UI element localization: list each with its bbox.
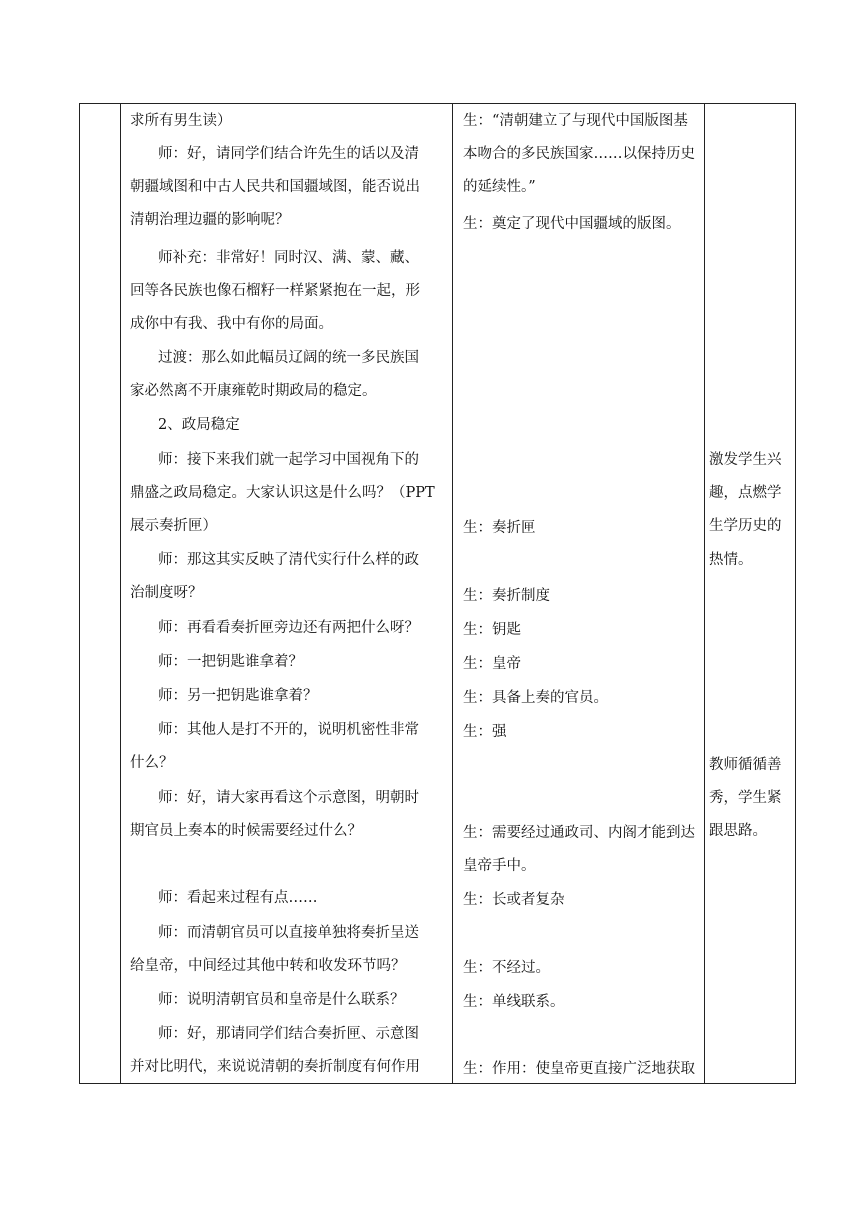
teacher-line: 师：一把钥匙谁拿着？ xyxy=(158,654,303,670)
student-line: 皇帝手中。 xyxy=(463,858,536,874)
teacher-line: 清朝治理边疆的影响呢？ xyxy=(130,212,290,228)
teacher-line: 师：好，那请同学们结合奏折匣、示意图 xyxy=(158,1026,419,1042)
remark-line: 教师循循善 xyxy=(709,757,782,773)
empty-left-cell xyxy=(80,104,120,1083)
teacher-line: 师：而清朝官员可以直接单独将奏折呈送 xyxy=(158,925,419,941)
student-line: 生：强 xyxy=(463,724,507,740)
teacher-line: 什么？ xyxy=(130,755,174,771)
remark-line: 跟思路。 xyxy=(709,823,767,839)
student-line: 生：需要经过通政司、内阁才能到达 xyxy=(463,825,695,841)
student-line: 生：作用：使皇帝更直接广泛地获取 xyxy=(463,1061,695,1077)
student-activity-cell xyxy=(453,104,704,1083)
student-line: 生：奏折制度 xyxy=(463,588,550,604)
student-line: 本吻合的多民族国家……以保持历史 xyxy=(463,146,695,162)
student-line: 生：奏折匣 xyxy=(463,520,536,536)
teacher-line: 求所有男生读） xyxy=(130,113,232,129)
teacher-line: 过渡：那么如此幅员辽阔的统一多民族国 xyxy=(158,350,419,366)
design-intent-cell xyxy=(705,104,795,1083)
teacher-line: 给皇帝，中间经过其他中转和收发环节吗？ xyxy=(130,958,406,974)
teacher-line: 师：接下来我们就一起学习中国视角下的 xyxy=(158,452,419,468)
student-line: 生：“清朝建立了与现代中国版图基 xyxy=(463,113,688,129)
teacher-line: 师：其他人是打不开的，说明机密性非常 xyxy=(158,722,419,738)
remark-line: 秀，学生紧 xyxy=(709,790,782,806)
teacher-line: 师：好，请大家再看这个示意图，明朝时 xyxy=(158,790,419,806)
student-line: 生：具备上奏的官员。 xyxy=(463,690,608,706)
teacher-line: 师：好，请同学们结合许先生的话以及清 xyxy=(158,146,419,162)
section-heading: 2、政局稳定 xyxy=(158,417,240,433)
student-line: 生：皇帝 xyxy=(463,656,521,672)
teacher-line: 并对比明代，来说说清朝的奏折制度有何作用 xyxy=(130,1059,420,1075)
teacher-line: 成你中有我、我中有你的局面。 xyxy=(130,316,333,332)
student-line: 生：单线联系。 xyxy=(463,994,565,1010)
teacher-line: 治制度呀？ xyxy=(130,585,203,601)
remark-line: 热情。 xyxy=(709,552,753,568)
student-line: 生：奠定了现代中国疆域的版图。 xyxy=(463,216,681,232)
teacher-line: 师：另一把钥匙谁拿着？ xyxy=(158,688,318,704)
remark-line: 趣，点燃学 xyxy=(709,485,782,501)
remark-line: 生学历史的 xyxy=(709,518,782,534)
teacher-line: 家必然离不开康雍乾时期政局的稳定。 xyxy=(130,383,377,399)
teacher-line: 师：说明清朝官员和皇帝是什么联系？ xyxy=(158,992,405,1008)
teacher-activity-cell xyxy=(121,104,452,1083)
teacher-line: 师：那这其实反映了清代实行什么样的政 xyxy=(158,552,419,568)
lesson-plan-table xyxy=(79,103,796,1084)
teacher-line: 师补充：非常好！同时汉、满、蒙、藏、 xyxy=(158,250,419,266)
student-line: 生：不经过。 xyxy=(463,960,550,976)
student-line: 生：长或者复杂 xyxy=(463,892,565,908)
teacher-line: 期官员上奏本的时候需要经过什么？ xyxy=(130,823,362,839)
teacher-line: 鼎盛之政局稳定。大家认识这是什么吗？（PPT xyxy=(130,485,435,501)
teacher-line: 朝疆域图和中古人民共和国疆域图，能否说出 xyxy=(130,179,420,195)
teacher-line: 师：看起来过程有点…… xyxy=(158,890,318,906)
teacher-line: 回等各民族也像石榴籽一样紧紧抱在一起，形 xyxy=(130,283,420,299)
student-line: 的延续性。” xyxy=(463,179,536,195)
teacher-line: 展示奏折匣） xyxy=(130,518,217,534)
student-line: 生：钥匙 xyxy=(463,622,521,638)
remark-line: 激发学生兴 xyxy=(709,452,782,468)
teacher-line: 师：再看看奏折匣旁边还有两把什么呀？ xyxy=(158,620,419,636)
